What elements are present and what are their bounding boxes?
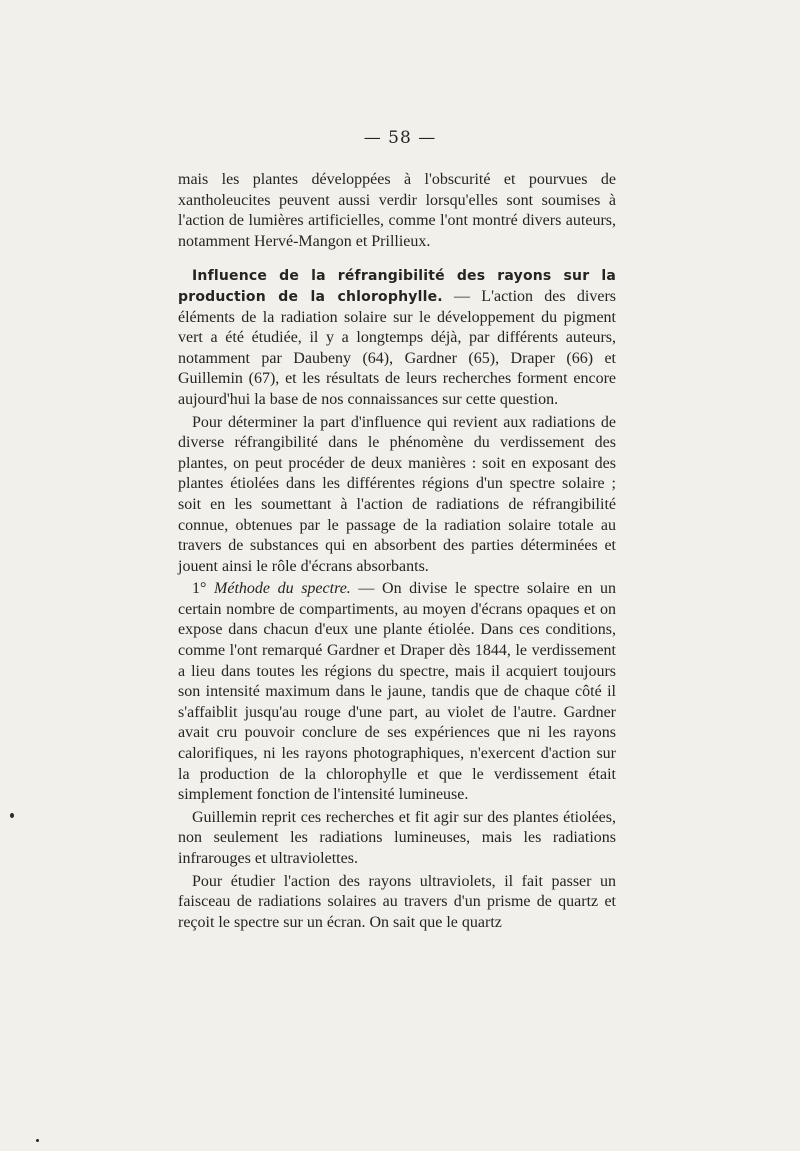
- paragraph-methods: Pour déterminer la part d'influence qui revient aux radiations de diverse réfrangibilité dans le phénomène du verdissement des plantes, on peut procéder de deux manières : soit en exposant des plantes étiolées dans les différentes régions d'un spectre solaire ; soit en les soumettant à l'action de radiations de réfrangibilité connue, obtenues par le passage de la radiation solaire totale au travers de substances qui en absorbent des parties déterminées et jouent ainsi le rôle d'écrans absorbants.: [178, 413, 616, 575]
- method-number: 1°: [192, 580, 215, 598]
- section-heading: Influence de la réfrangibilité des rayons sur la production de la chlorophylle.: [178, 268, 616, 305]
- paragraph-guillemin: Guillemin reprit ces recherches et fit agir sur des plantes étiolées, non seulement les radiations lumineuses, mais les radiations infrarouges et ultraviolettes.: [178, 808, 616, 867]
- paragraph-section-influence: [178, 266, 616, 410]
- paragraph-ultraviolet: Pour étudier l'action des rayons ultraviolets, il fait passer un faisceau de radiations solaires au travers d'un prisme de quartz et reçoit le spectre sur un écran. On sait que le quartz: [178, 872, 616, 931]
- ink-speck: [36, 1139, 39, 1142]
- method-title: Méthode du spectre.: [214, 580, 351, 598]
- paragraph-intro: mais les plantes développées à l'obscurité et pourvues de xantholeucites peuvent aussi verdir lorsqu'elles sont soumises à l'action de lumières artificielles, comme l'ont montré divers auteurs, notamment Hervé-Mangon et Prillieux.: [178, 171, 616, 250]
- body-text: [178, 170, 616, 933]
- method-body: — On divise le spectre solaire en un certain nombre de compartiments, au moyen d'écrans opaques et on expose dans chacun d'eux une plante étiolée. Dans ces conditions, comme l'ont remarqué Gardner et Draper dès 1844, le verdissement a lieu dans toutes les régions du spectre, mais il acquiert toujours son intensité maximum dans le jaune, tandis que de chaque côté il s'affaiblit jusqu'au rouge d'une part, au violet de l'autre. Gardner avait cru pouvoir conclure de ses expériences que ni les rayons calorifiques, ni les rayons photographiques, n'exercent d'action sur la production de la chlorophylle et que le verdissement était simplement fonction de l'intensité lumineuse.: [178, 580, 617, 804]
- ink-speck: [10, 813, 14, 818]
- paragraph-spectrum-method: [178, 579, 616, 806]
- page-number: — 58 —: [363, 128, 437, 148]
- section-body: — L'action des divers éléments de la radiation solaire sur le développement du pigment vert a été étudiée, il y a longtemps déjà, par différents auteurs, notamment par Daubeny (64), Gardner (65), Draper (66) et Guillemin (67), et les résultats de leurs recherches forment encore aujourd'hui la base de nos connaissances sur cette question.: [178, 287, 616, 408]
